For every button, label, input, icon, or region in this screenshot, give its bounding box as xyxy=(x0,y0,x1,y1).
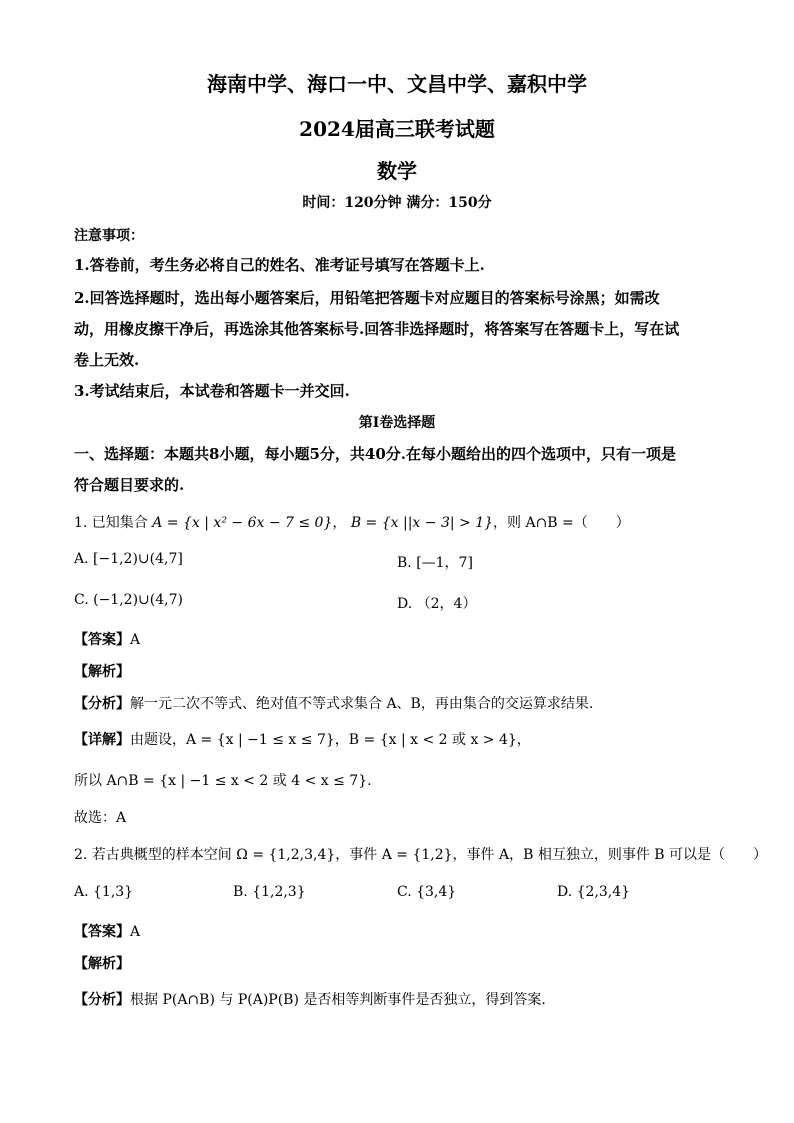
q1-stem-suffix: ，则 A∩B =（ ） xyxy=(493,515,630,531)
notice-item-2-line-2: 动，用橡皮擦干净后，再选涂其他答案标号.回答非选择题时，将答案写在答题卡上，写在试 xyxy=(74,320,680,338)
q1-option-a: A. [−1,2)∪(4,7] xyxy=(74,551,183,567)
q1-fenxi-text: 解一元二次不等式、绝对值不等式求集合 A、B，再由集合的交运算求结果. xyxy=(130,696,594,712)
q2-analysis-tag xyxy=(74,953,130,973)
xiangjie-tag: 【详解】 xyxy=(74,732,130,748)
q1-option-b: B. [—1，7] xyxy=(397,555,473,571)
exam-name-title: 2024届高三联考试题 xyxy=(299,117,495,141)
q1-stem-prefix: 1. 已知集合 xyxy=(74,515,148,531)
q2-stem: 2. 若古典概型的样本空间 Ω = {1,2,3,4}，事件 A = {1,2}，事件 A，B 相互独立，则事件 B 可以是（ ） xyxy=(74,847,768,863)
section-title: 第I卷选择题 xyxy=(358,415,436,431)
notice-item-2-line-1: 2.回答选择题时，选出每小题答案后，用铅笔把答题卡对应题目的答案标号涂黑；如需改 xyxy=(74,289,660,307)
q1-option-d: D. （2，4） xyxy=(397,596,477,612)
section-intro-line-1: 一、选择题：本题共8小题，每小题5分，共40分.在每小题给出的四个选项中，只有一项是 xyxy=(74,445,676,463)
fenxi-tag: 【分析】 xyxy=(74,992,130,1008)
analysis-tag: 【解析】 xyxy=(74,956,130,972)
q1-answer-value: A xyxy=(130,632,141,648)
fenxi-tag: 【分析】 xyxy=(74,696,130,712)
q2-fenxi-text: 根据 P(A∩B) 与 P(A)P(B) 是否相等判断事件是否独立，得到答案. xyxy=(130,992,546,1008)
notice-item-2-line-3: 卷上无效. xyxy=(74,351,140,369)
q2-option-c: C. {3,4} xyxy=(397,884,457,900)
q1-answer xyxy=(74,629,140,649)
q2-fenxi xyxy=(74,989,546,1009)
q1-xiangjie xyxy=(74,729,531,749)
subject-title: 数学 xyxy=(377,159,417,183)
q1-set-a: A = {x | x² − 6x − 7 ≤ 0} xyxy=(152,515,333,531)
q2-option-d: D. {2,3,4} xyxy=(557,884,631,900)
q1-guxuan: 故选：A xyxy=(74,810,127,826)
q2-answer-value: A xyxy=(130,924,141,940)
q1-xiangjie-text: 由题设，A = {x | −1 ≤ x ≤ 7}，B = {x | x < 2 或 x > 4}， xyxy=(130,732,531,748)
notice-heading: 注意事项： xyxy=(74,228,144,244)
notice-item-3: 3.考试结束后，本试卷和答题卡一并交回. xyxy=(74,382,350,400)
q1-set-b: B = {x ||x − 3| > 1} xyxy=(350,515,494,531)
q1-comma: ， xyxy=(332,515,347,531)
answer-tag: 【答案】 xyxy=(74,632,130,648)
answer-tag: 【答案】 xyxy=(74,924,130,940)
q1-suoyi: 所以 A∩B = {x | −1 ≤ x < 2 或 4 < x ≤ 7}. xyxy=(74,773,372,789)
q2-option-a: A. {1,3} xyxy=(74,884,134,900)
exam-schools-title: 海南中学、海口一中、文昌中学、嘉积中学 xyxy=(207,72,587,96)
q2-answer xyxy=(74,921,140,941)
notice-item-1: 1.答卷前，考生务必将自己的姓名、准考证号填写在答题卡上. xyxy=(74,256,485,274)
q1-fenxi xyxy=(74,693,593,713)
analysis-tag: 【解析】 xyxy=(74,664,130,680)
time-info: 时间：120分钟 满分：150分 xyxy=(302,195,492,211)
section-intro-line-2: 符合题目要求的. xyxy=(74,476,185,494)
q1-analysis-tag xyxy=(74,661,130,681)
q1-stem xyxy=(74,512,630,532)
q1-option-c: C. (−1,2)∪(4,7) xyxy=(74,592,183,608)
q2-option-b: B. {1,2,3} xyxy=(233,884,306,900)
